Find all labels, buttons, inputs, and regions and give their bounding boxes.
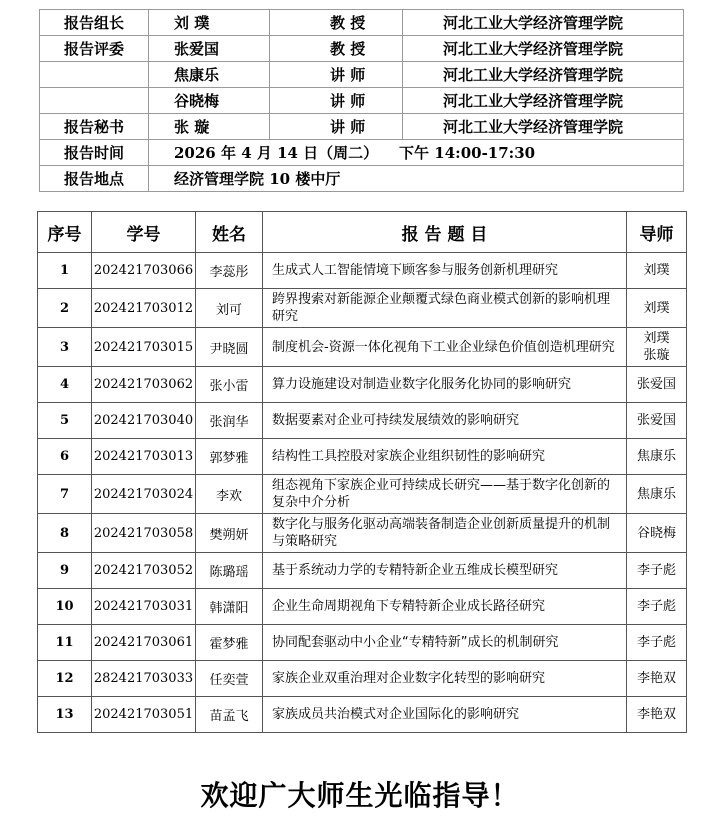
student-id: 202421703040 [92, 403, 196, 439]
report-topic: 制度机会-资源一体化视角下工业企业绿色价值创造机理研究 [263, 328, 627, 367]
report-topic: 家族企业双重治理对企业数字化转型的影响研究 [263, 661, 627, 697]
report-topic: 企业生命周期视角下专精特新企业成长路径研究 [263, 589, 627, 625]
table-row [38, 661, 687, 697]
report-topic: 结构性工具控股对家族企业组织韧性的影响研究 [263, 439, 627, 475]
advisor-name: 张爱国 [636, 377, 676, 392]
time-label: 报告时间 [40, 140, 149, 166]
table-row [38, 439, 687, 475]
report-topic: 生成式人工智能情境下顾客参与服务创新机理研究 [263, 253, 627, 289]
place-label: 报告地点 [40, 166, 149, 192]
reviewer-title: 讲 师 [270, 88, 403, 114]
advisor-name: 李艳双 [636, 671, 676, 686]
info-row-leader [40, 10, 684, 36]
report-topic: 跨界搜索对新能源企业颠覆式绿色商业模式创新的影响机理研究 [263, 289, 627, 328]
advisor-name: 李子彪 [636, 599, 676, 614]
student-id: 202421703013 [92, 439, 196, 475]
info-row-time [40, 140, 684, 166]
student-name: 陈璐瑶 [196, 553, 263, 589]
advisor-cell [627, 514, 687, 553]
advisor-cell [627, 697, 687, 733]
table-row [38, 475, 687, 514]
leader-title: 教 授 [270, 10, 403, 36]
row-number: 7 [38, 475, 92, 514]
student-name: 郭梦雅 [196, 439, 263, 475]
advisor-cell [627, 439, 687, 475]
student-name: 李欢 [196, 475, 263, 514]
place-value: 经济管理学院 10 楼中厅 [149, 166, 684, 192]
table-row [38, 553, 687, 589]
advisor-name: 谷晓梅 [636, 525, 676, 541]
student-id: 202421703052 [92, 553, 196, 589]
advisor-name: 刘璞 [643, 263, 670, 278]
info-row-reviewer [40, 62, 684, 88]
reviewer-name: 谷晓梅 [149, 88, 270, 114]
report-topic: 数字化与服务化驱动高端装备制造企业创新质量提升的机制与策略研究 [263, 514, 627, 553]
advisor-name: 张爱国 [636, 413, 676, 428]
reviewer-title: 讲 师 [270, 62, 403, 88]
info-row-place [40, 166, 684, 192]
student-id: 202421703051 [92, 697, 196, 733]
schedule-body [38, 253, 687, 733]
report-topic: 数据要素对企业可持续发展绩效的影响研究 [263, 403, 627, 439]
row-number: 12 [38, 661, 92, 697]
row-number: 3 [38, 328, 92, 367]
student-id: 202421703062 [92, 367, 196, 403]
advisor-cell [627, 253, 687, 289]
row-number: 2 [38, 289, 92, 328]
advisor-name: 刘璞 [643, 300, 670, 316]
header-no: 序号 [38, 212, 92, 253]
advisor-cell [627, 328, 687, 367]
reviewer-org: 河北工业大学经济管理学院 [403, 88, 684, 114]
table-row [38, 625, 687, 661]
reviewers-label: 报告评委 [40, 36, 149, 62]
reviewer-title: 教 授 [270, 36, 403, 62]
header-topic: 报 告 题 目 [263, 212, 627, 253]
advisor-cell [627, 589, 687, 625]
empty-label-cell [40, 88, 149, 114]
student-name: 韩潇阳 [196, 589, 263, 625]
student-name: 霍梦雅 [196, 625, 263, 661]
empty-label-cell [40, 62, 149, 88]
student-id: 202421703061 [92, 625, 196, 661]
secretary-label: 报告秘书 [40, 114, 149, 140]
info-row-secretary [40, 114, 684, 140]
advisor-cell [627, 289, 687, 328]
header-name: 姓名 [196, 212, 263, 253]
advisor-name: 焦康乐 [636, 449, 676, 464]
student-name: 樊朔妍 [196, 514, 263, 553]
info-row-reviewer [40, 88, 684, 114]
student-id: 202421703066 [92, 253, 196, 289]
advisor-cell [627, 553, 687, 589]
report-topic: 协同配套驱动中小企业“专精特新”成长的机制研究 [263, 625, 627, 661]
student-name: 任奕萱 [196, 661, 263, 697]
advisor-name: 李艳双 [636, 707, 676, 722]
reviewer-name: 张爱国 [149, 36, 270, 62]
student-id: 282421703033 [92, 661, 196, 697]
student-id: 202421703012 [92, 289, 196, 328]
header-id: 学号 [92, 212, 196, 253]
row-number: 4 [38, 367, 92, 403]
leader-org: 河北工业大学经济管理学院 [403, 10, 684, 36]
advisor-name: 刘璞 [643, 331, 670, 346]
student-name: 李蕊彤 [196, 253, 263, 289]
reviewer-name: 焦康乐 [149, 62, 270, 88]
table-row [38, 514, 687, 553]
secretary-name: 张 璇 [149, 114, 270, 140]
student-name: 张润华 [196, 403, 263, 439]
advisor-cell [627, 403, 687, 439]
schedule-header-row [38, 212, 687, 253]
reviewer-org: 河北工业大学经济管理学院 [403, 62, 684, 88]
student-id: 202421703058 [92, 514, 196, 553]
reviewer-org: 河北工业大学经济管理学院 [403, 36, 684, 62]
advisor-name: 李子彪 [636, 563, 676, 578]
student-id: 202421703024 [92, 475, 196, 514]
table-row [38, 328, 687, 367]
student-name: 张小雷 [196, 367, 263, 403]
student-id: 202421703015 [92, 328, 196, 367]
table-row [38, 289, 687, 328]
report-topic: 组态视角下家族企业可持续成长研究——基于数字化创新的复杂中介分析 [263, 475, 627, 514]
advisor-cell [627, 475, 687, 514]
table-row [38, 403, 687, 439]
row-number: 11 [38, 625, 92, 661]
advisor-name: 李子彪 [636, 635, 676, 650]
row-number: 5 [38, 403, 92, 439]
row-number: 1 [38, 253, 92, 289]
table-row [38, 589, 687, 625]
row-number: 10 [38, 589, 92, 625]
report-topic: 家族成员共治模式对企业国际化的影响研究 [263, 697, 627, 733]
leader-name: 刘 璞 [149, 10, 270, 36]
info-row-reviewer [40, 36, 684, 62]
report-topic: 算力设施建设对制造业数字化服务化协同的影响研究 [263, 367, 627, 403]
report-topic: 基于系统动力学的专精特新企业五维成长模型研究 [263, 553, 627, 589]
table-row [38, 697, 687, 733]
header-advisor: 导师 [627, 212, 687, 253]
advisor-name: 焦康乐 [636, 486, 676, 502]
advisor-cell [627, 661, 687, 697]
student-name: 尹晓圆 [196, 328, 263, 367]
secretary-title: 讲 师 [270, 114, 403, 140]
table-row [38, 367, 687, 403]
table-row [38, 253, 687, 289]
leader-label: 报告组长 [40, 10, 149, 36]
row-number: 13 [38, 697, 92, 733]
student-name: 刘可 [196, 289, 263, 328]
committee-info-table [39, 9, 684, 192]
row-number: 9 [38, 553, 92, 589]
advisor-cell [627, 367, 687, 403]
row-number: 6 [38, 439, 92, 475]
advisor-name: 张璇 [643, 348, 670, 363]
welcome-message: 欢迎广大师生光临指导！ [200, 779, 520, 812]
student-name: 苗孟飞 [196, 697, 263, 733]
schedule-table [37, 211, 687, 733]
row-number: 8 [38, 514, 92, 553]
advisor-cell [627, 625, 687, 661]
time-value: 2026 年 4 月 14 日（周二） 下午 14:00-17:30 [149, 140, 684, 166]
secretary-org: 河北工业大学经济管理学院 [403, 114, 684, 140]
student-id: 202421703031 [92, 589, 196, 625]
